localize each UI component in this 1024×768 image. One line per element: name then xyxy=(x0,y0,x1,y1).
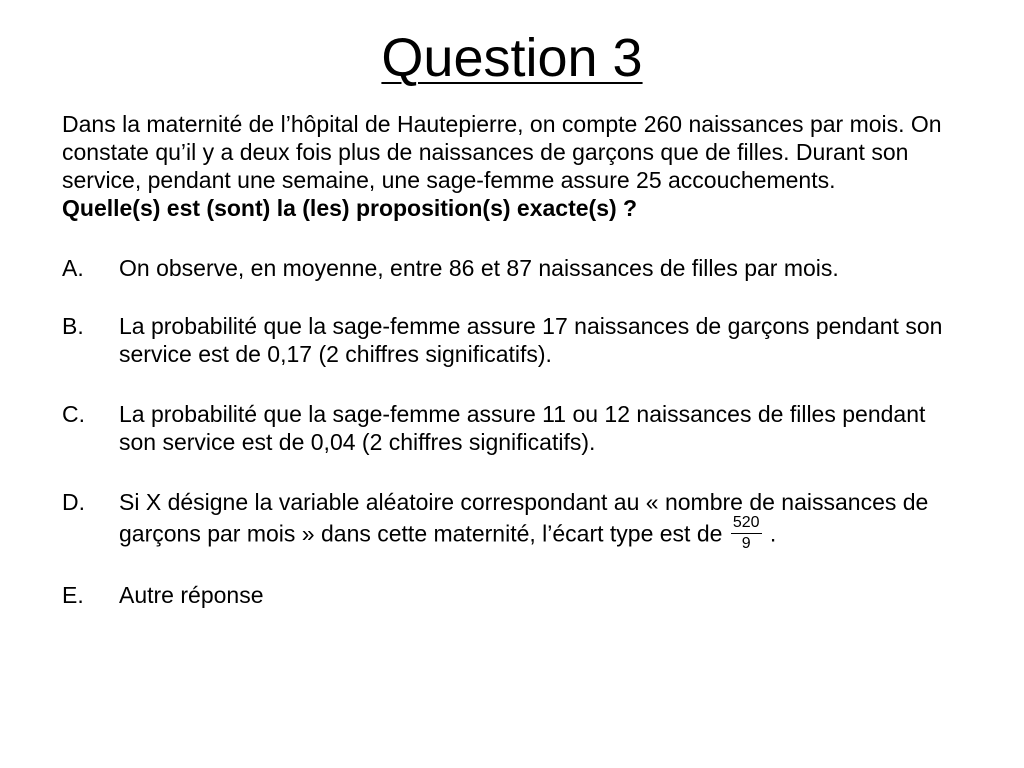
option-letter: D. xyxy=(62,489,85,515)
question-prompt: Quelle(s) est (sont) la (les) proposition(s) exacte(s) ? xyxy=(62,195,638,221)
option-text: Si X désigne la variable aléatoire correspondant au « nombre de naissances de garçons par mois » dans cette maternité, l’écart type est de xyxy=(119,489,929,547)
option-text: On observe, en moyenne, entre 86 et 87 naissances de filles par mois. xyxy=(119,255,839,281)
option-text: La probabilité que la sage-femme assure 11 ou 12 naissances de filles pendant son service est de 0,04 (2 chiffres significatifs). xyxy=(119,401,926,455)
option-c xyxy=(62,400,947,456)
option-text: La probabilité que la sage-femme assure 17 naissances de garçons pendant son service est de 0,17 (2 chiffres significatifs). xyxy=(119,313,943,367)
fraction-numerator: 520 xyxy=(731,514,762,534)
slide-title: Question 3 xyxy=(381,28,643,88)
question-body xyxy=(62,110,962,609)
fraction xyxy=(731,514,762,553)
option-e xyxy=(62,581,947,609)
option-suffix: . xyxy=(769,520,777,547)
option-letter: A. xyxy=(62,255,84,281)
option-letter: E. xyxy=(62,582,84,608)
option-letter: B. xyxy=(62,313,84,339)
option-b xyxy=(62,312,947,368)
option-d xyxy=(62,488,947,555)
option-a xyxy=(62,254,947,282)
question-statement: Dans la maternité de l’hôpital de Hautepierre, on compte 260 naissances par mois. On constate qu’il y a deux fois plus de naissances de garçons que de filles. Durant son service, pendant une semaine, une sage-femme assure 25 accouchements. xyxy=(62,111,942,193)
option-letter: C. xyxy=(62,401,85,427)
fraction-denominator: 9 xyxy=(741,535,751,552)
answer-options xyxy=(62,254,962,609)
option-text: Autre réponse xyxy=(119,582,264,608)
